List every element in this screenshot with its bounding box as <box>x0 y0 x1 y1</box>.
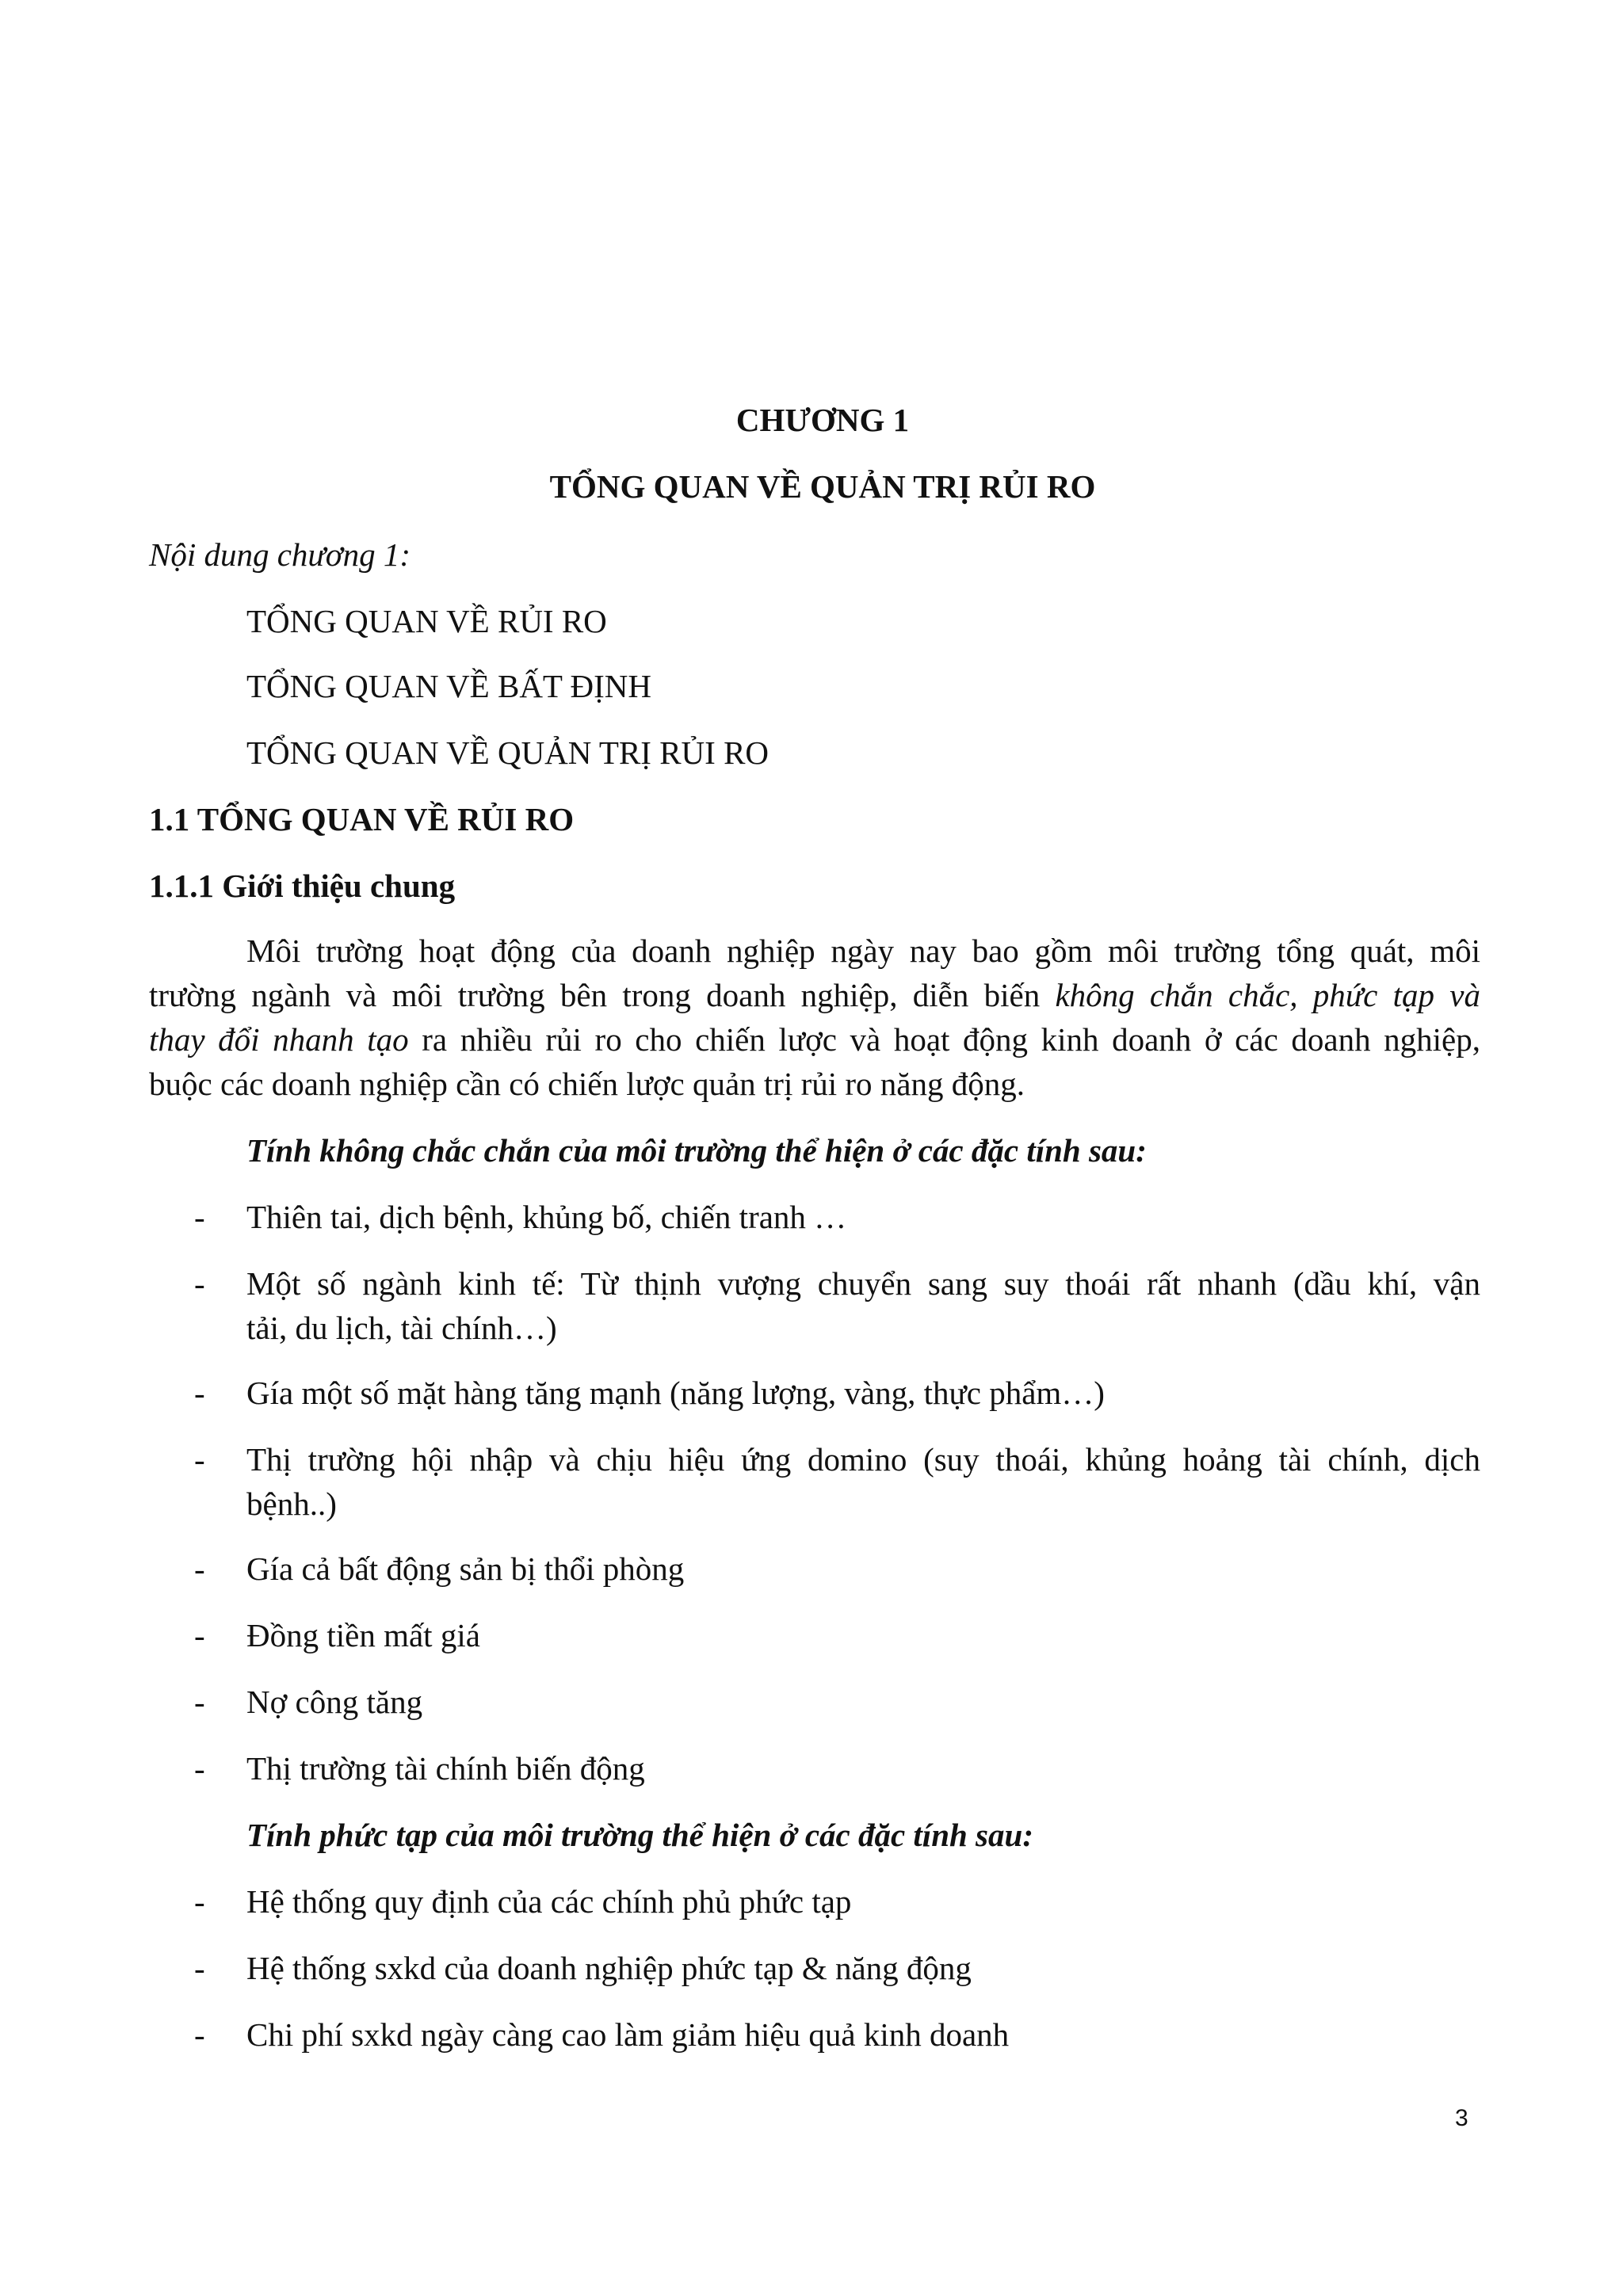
subsection-heading: 1.1.1 Giới thiệu chung <box>149 868 456 904</box>
contents-item: TỔNG QUAN VỀ RỦI RO <box>246 603 607 639</box>
intro-line-2-text: trường ngành và môi trường bên trong doanh nghiệp, diễn biến <box>149 977 1056 1013</box>
chapter-label: CHƯƠNG 1 <box>735 402 910 438</box>
list-item: Thiên tai, dịch bệnh, khủng bố, chiến tranh … <box>246 1199 847 1235</box>
list-item: Thị trường tài chính biến động <box>246 1750 645 1787</box>
page-number: 3 <box>1455 2105 1468 2131</box>
intro-line-3 <box>149 1017 1480 1062</box>
bullet-dash: - <box>194 1199 205 1235</box>
list-item: Gía cả bất động sản bị thổi phòng <box>246 1550 685 1587</box>
bullet-dash: - <box>194 1550 205 1587</box>
intro-line-3-emphasis: thay đổi nhanh tạo <box>149 1021 409 1058</box>
bullet-dash: - <box>194 1883 205 1920</box>
intro-line-4: buộc các doanh nghiệp cần có chiến lược quản trị rủi ro năng động. <box>149 1066 1025 1102</box>
list-item-line: bệnh..) <box>246 1486 337 1522</box>
intro-line-3-text: ra nhiều rủi ro cho chiến lược và hoạt động kinh doanh ở các doanh nghiệp, <box>408 1021 1480 1058</box>
contents-heading: Nội dung chương 1: <box>149 536 411 573</box>
chapter-title: TỔNG QUAN VỀ QUẢN TRỊ RỦI RO <box>549 468 1096 505</box>
section-heading: 1.1 TỔNG QUAN VỀ RỦI RO <box>149 801 575 837</box>
bullet-dash: - <box>194 1617 205 1653</box>
contents-item: TỔNG QUAN VỀ QUẢN TRỊ RỦI RO <box>246 734 769 771</box>
list-item: Đồng tiền mất giá <box>246 1617 480 1653</box>
list-item: Gía một số mặt hàng tăng mạnh (năng lượng, vàng, thực phẩm…) <box>246 1375 1105 1411</box>
bullet-dash: - <box>194 2016 205 2053</box>
uncertainty-heading: Tính không chắc chắn của môi trường thể hiện ở các đặc tính sau: <box>246 1132 1147 1169</box>
bullet-dash: - <box>194 1375 205 1411</box>
bullet-dash: - <box>194 1684 205 1720</box>
list-item <box>246 1261 1480 1350</box>
bullet-dash: - <box>194 1441 205 1478</box>
list-item: Hệ thống quy định của các chính phủ phức tạp <box>246 1883 852 1920</box>
list-item: Nợ công tăng <box>246 1684 423 1720</box>
list-item <box>246 1437 1480 1526</box>
bullet-dash: - <box>194 1265 205 1302</box>
intro-line-1: Môi trường hoạt động của doanh nghiệp ngày nay bao gồm môi trường tổng quát, môi <box>246 933 1480 969</box>
intro-line-2-emphasis: không chắn chắc, phức tạp và <box>1055 977 1480 1013</box>
list-item-line: Một số ngành kinh tế: Từ thịnh vượng chuyển sang suy thoái rất nhanh (dầu khí, vận <box>246 1265 1480 1302</box>
contents-item: TỔNG QUAN VỀ BẤT ĐỊNH <box>246 668 651 704</box>
list-item-line: tải, du lịch, tài chính…) <box>246 1310 557 1346</box>
bullet-dash: - <box>194 1750 205 1787</box>
intro-line-2 <box>149 973 1480 1017</box>
list-item: Hệ thống sxkd của doanh nghiệp phức tạp & năng động <box>246 1950 972 1986</box>
list-item: Chi phí sxkd ngày càng cao làm giảm hiệu quả kinh doanh <box>246 2016 1010 2053</box>
complexity-heading: Tính phức tạp của môi trường thể hiện ở các đặc tính sau: <box>246 1817 1033 1853</box>
list-item-line: Thị trường hội nhập và chịu hiệu ứng domino (suy thoái, khủng hoảng tài chính, dịch <box>246 1441 1480 1478</box>
bullet-dash: - <box>194 1950 205 1986</box>
